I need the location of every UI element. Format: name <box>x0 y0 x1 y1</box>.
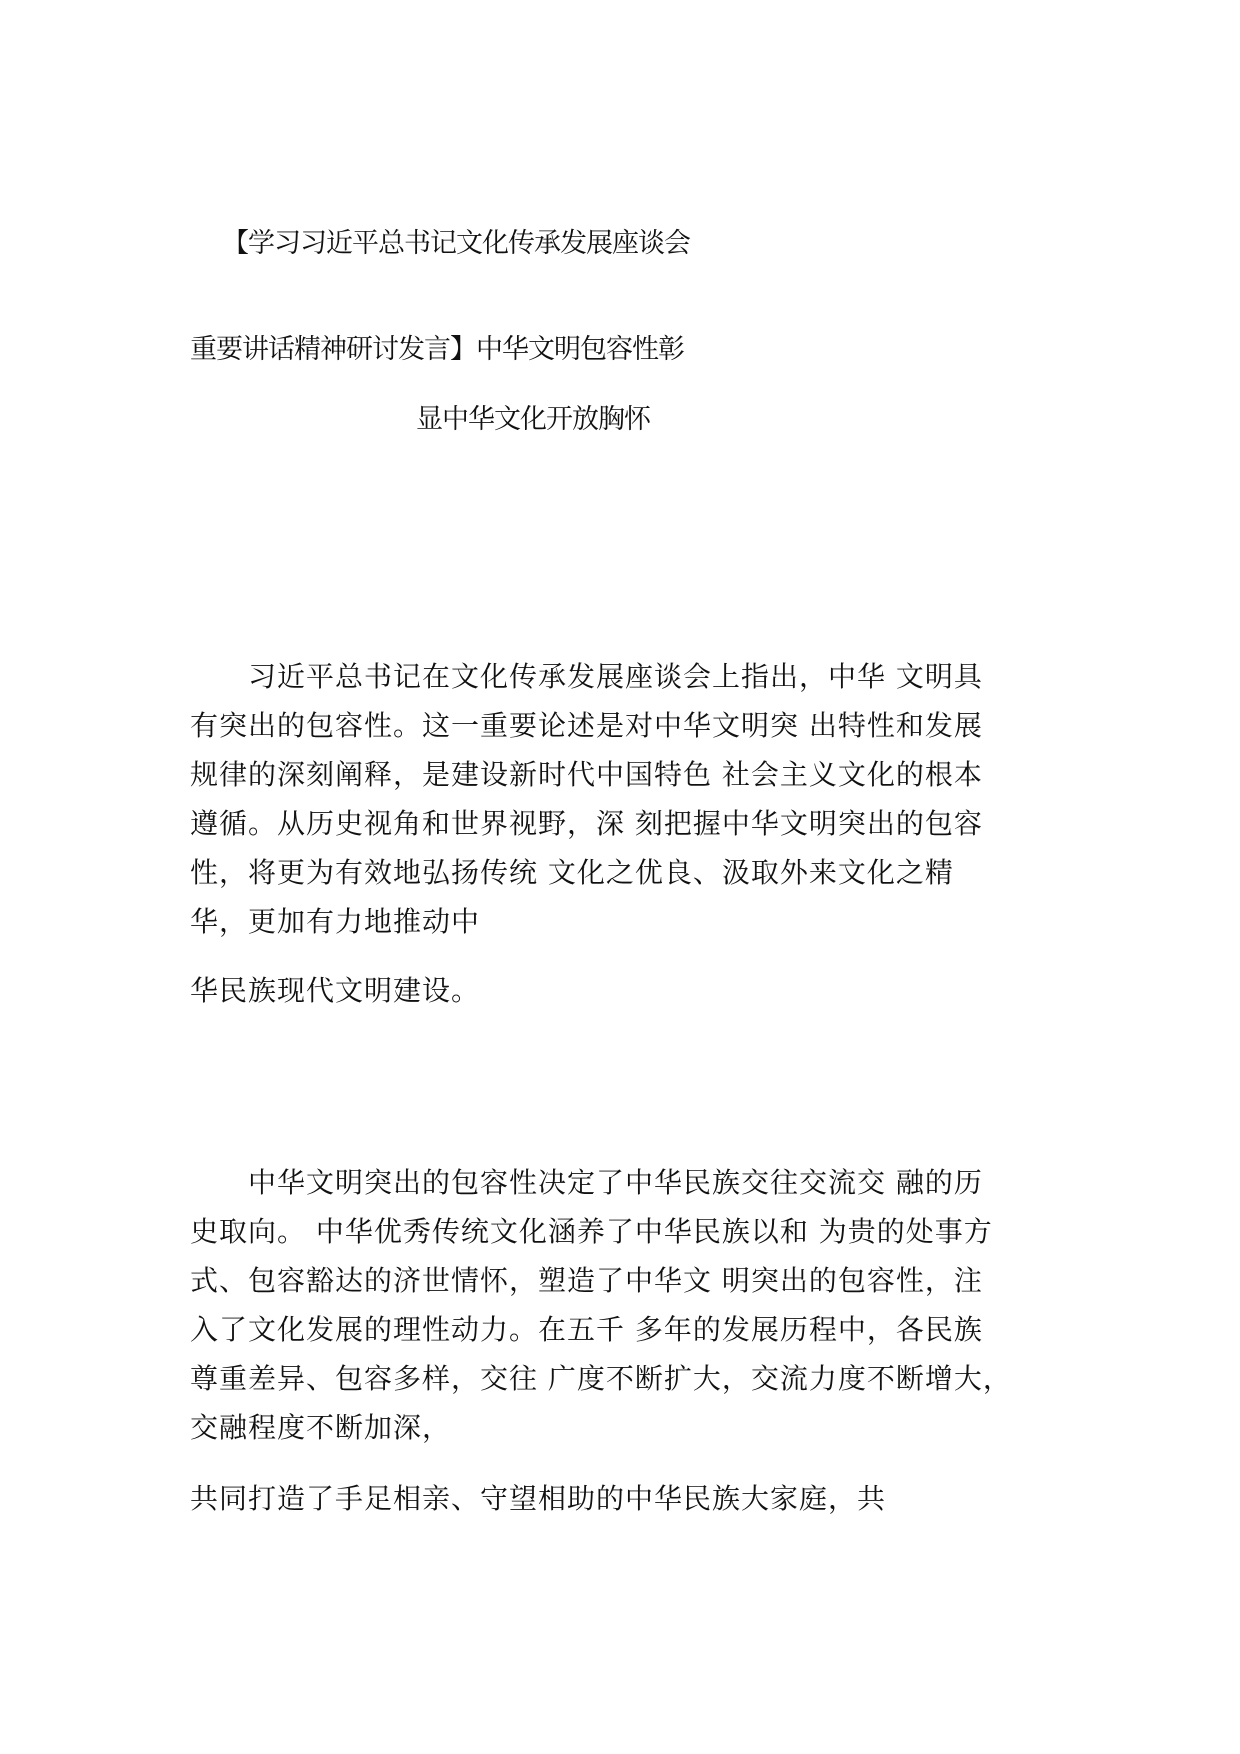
paragraph-line: 史取向。 中华优秀传统文化涵养了中华民族以和 为贵的处事方 <box>190 1215 993 1248</box>
document-title-line-2: 重要讲话精神研讨发言】中华文明包容性彰 <box>190 334 684 365</box>
paragraph-line: 入了文化发展的理性动力。在五千 多年的发展历程中，各民族 <box>190 1313 983 1346</box>
paragraph-line: 规律的深刻阐释，是建设新时代中国特色 社会主义文化的根本 <box>190 758 983 791</box>
document-title-line-1: 【学习习近平总书记文化传承发展座谈会 <box>222 228 690 259</box>
paragraph-line: 中华文明突出的包容性决定了中华民族交往交流交 融的历 <box>190 1166 983 1199</box>
paragraph-line: 交融程度不断加深， <box>190 1411 452 1444</box>
paragraph-line: 式、包容豁达的济世情怀，塑造了中华文 明突出的包容性，注 <box>190 1264 983 1297</box>
paragraph-line: 有突出的包容性。这一重要论述是对中华文明突 出特性和发展 <box>190 709 983 742</box>
body-paragraph-1 <box>190 652 1070 946</box>
paragraph-line: 华，更加有力地推动中 <box>190 905 481 938</box>
body-paragraph-2 <box>190 1158 1070 1452</box>
paragraph-line: 性，将更为有效地弘扬传统 文化之优良、汲取外来文化之精 <box>190 856 954 889</box>
document-title-line-3: 显中华文化开放胸怀 <box>416 404 650 435</box>
body-paragraph-1-continuation <box>190 966 1070 1015</box>
paragraph-line: 尊重差异、包容多样，交往 广度不断扩大，交流力度不断增大， <box>190 1362 1012 1395</box>
paragraph-line: 遵循。从历史视角和世界视野，深 刻把握中华文明突出的包容 <box>190 807 983 840</box>
paragraph-line: 华民族现代文明建设。 <box>190 974 481 1007</box>
paragraph-line: 习近平总书记在文化传承发展座谈会上指出，中华 文明具 <box>190 660 983 693</box>
paragraph-line: 共同打造了手足相亲、守望相助的中华民族大家庭，共 <box>190 1482 887 1515</box>
body-paragraph-2-continuation <box>190 1474 1070 1523</box>
